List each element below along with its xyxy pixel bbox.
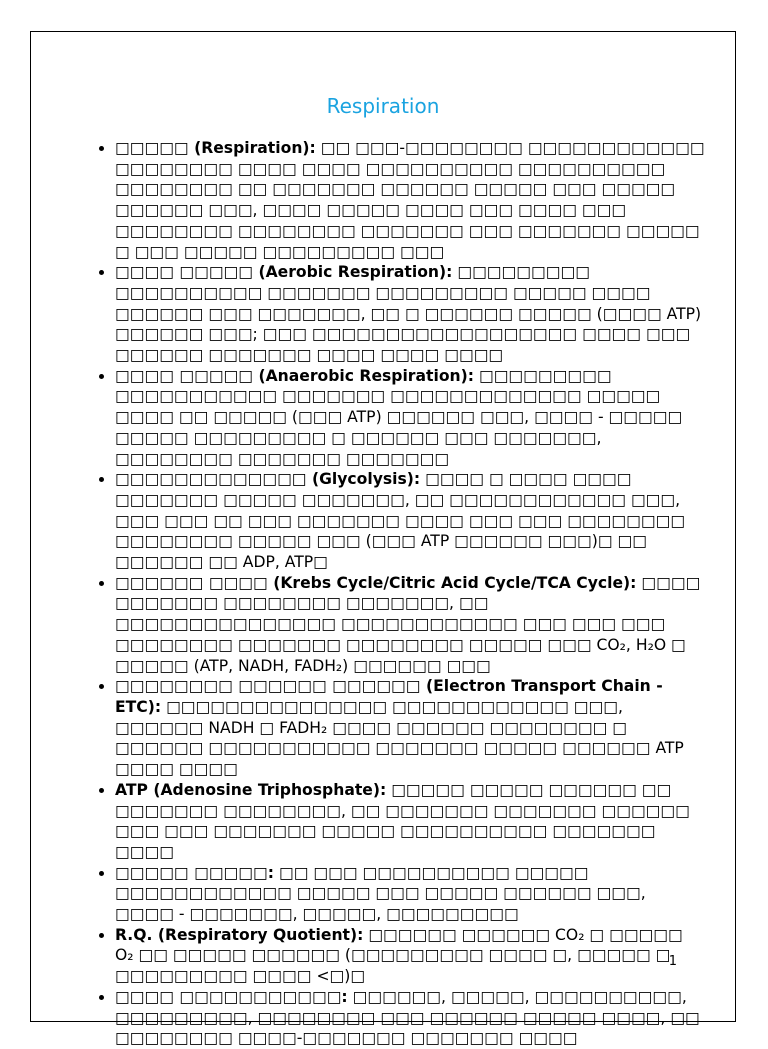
list-item xyxy=(115,863,705,925)
list-item-body: □□□□ □□□□□□□ □□□□□□□□ □□□□□□□, □□ □□□□□□□□□□□□□□□ □□□□□□□□□□□□ □□□ □□□ □□□ □□□□□□□□ □□□□□□□ □□□□□□□□ □□□□□ □□□ CO₂, H₂O □ □□□□□ (ATP, NADH, FADH₂) □□□□□□ □□□ xyxy=(115,573,701,675)
list-item xyxy=(115,262,705,366)
list-item-term: □□□□□□□□□□□□□ (Glycolysis): xyxy=(115,470,421,489)
list-item-body: □□ □□□-□□□□□□□□ □□□□□□□□□□□□ □□□□□□□□ □□□□ □□□□ □□□□□□□□□□ □□□□□□□□□□ □□□□□□□□ □□ □□□□□□□ □□□□□□ □□□□□ □□□ □□□□□ □□□□□□ □□□, □□□□ □□□□□ □□□□ □□□ □□□□ □□□ □□□□□□□□ □□□□□□□□ □□□□□□□ □□□ □□□□□□□ □□□□□ □ □□□ □□□□□ □□□□□□□□□ □□□ xyxy=(115,139,705,261)
list-item-term: R.Q. (Respiratory Quotient): xyxy=(115,925,364,944)
list-item-term: □□□□ □□□□□ (Anaerobic Respiration): xyxy=(115,366,474,385)
list-item-body: □□□□□□□□□ □□□□□□□□□□ □□□□□□□ □□□□□□□□□ □□□□□ □□□□ □□□□□□ □□□ □□□□□□□, □□ □ □□□□□□ □□□□□ (□□□□ ATP) □□□□□□ □□□; □□□ □□□□□□□□□□□□□□□□□□ □□□□ □□□ □□□□□□ □□□□□□□ □□□□ □□□□ □□□□ xyxy=(115,263,702,365)
list-item-term: □□□□□□ □□□□ (Krebs Cycle/Citric Acid Cycle/TCA Cycle): xyxy=(115,573,637,592)
list-item-body: □□□□□□□□□ □□□□□□□□□□□ □□□□□□□ □□□□□□□□□□□□□ □□□□□ □□□□ □□ □□□□□ (□□□ ATP) □□□□□□ □□□, □□□□ - □□□□□ □□□□□ □□□□□□□□□ □ □□□□□□ □□□ □□□□□□□, □□□□□□□□ □□□□□□□ □□□□□□□ xyxy=(115,366,683,468)
list-item-term: ATP (Adenosine Triphosphate): xyxy=(115,780,387,799)
list-item-body: □□□□□□, □□□□□, □□□□□□□□□□, □□□□□□□□□, □□□□□□□□ □□□ □□□□□□ □□□□□ □□□□, □□ □□□□□□□□ □□□□-□□□□□□□ □□□□□□□ □□□□ xyxy=(115,987,700,1048)
list-item xyxy=(115,138,705,262)
list-item xyxy=(115,469,705,573)
list-item xyxy=(115,676,705,780)
page-number: 1 xyxy=(668,954,677,969)
list-item xyxy=(115,780,705,863)
list-item xyxy=(115,573,705,677)
list-item xyxy=(115,987,705,1049)
list-item-term: □□□□ □□□□□ (Aerobic Respiration): xyxy=(115,263,453,282)
list-item-body: □□□□□ □□□□□ □□□□□□ □□ □□□□□□□ □□□□□□□□, □□ □□□□□□□ □□□□□□□ □□□□□□ □□□ □□□ □□□□□□□ □□□□□ □□□□□□□□□□ □□□□□□□ □□□□ xyxy=(115,780,690,861)
list-item-term: □□□□□□□□ □□□□□□ □□□□□□ (Electron Transport Chain - ETC): xyxy=(115,677,663,716)
document-page xyxy=(30,31,736,1048)
list-item xyxy=(115,366,705,470)
list-item-term: □□□□□ □□□□□: xyxy=(115,863,274,882)
list-item-term: □□□□ □□□□□□□□□□□: xyxy=(115,987,348,1006)
document-title: Respiration xyxy=(326,94,440,118)
list-item-body: □□□□□□ □□□□□□ CO₂ □ □□□□□ O₂ □□ □□□□□ □□□□□□ (□□□□□□□□□ □□□□ □, □□□□□ □ □□□□□□□□□ □□□□ <□)□ xyxy=(115,925,683,986)
bullet-list xyxy=(91,138,705,1049)
list-item-body: □□ □□□ □□□□□□□□□□ □□□□□ □□□□□□□□□□□□ □□□□□ □□□ □□□□□ □□□□□□ □□□, □□□□ - □□□□□□□, □□□□□, □□□□□□□□□ xyxy=(115,863,646,924)
list-item xyxy=(115,925,705,987)
list-item-body: □□□□ □ □□□□ □□□□ □□□□□□□ □□□□□ □□□□□□□, □□ □□□□□□□□□□□□ □□□, □□□ □□□ □□ □□□ □□□□□□□ □□□□ □□□ □□□ □□□□□□□□ □□□□□□□□ □□□□□ □□□ (□□□ ATP □□□□□□ □□□)□ □□ □□□□□□ □□ ADP, ATP□ xyxy=(115,470,686,572)
list-item-term: □□□□□ (Respiration): xyxy=(115,139,316,157)
list-item-body: □□□□□□□□□□□□□□□ □□□□□□□□□□□□ □□□, □□□□□□ NADH □ FADH₂ □□□□ □□□□□□ □□□□□□□□ □ □□□□□□ □□□□□□□□□□□ □□□□□□□ □□□□□ □□□□□□ ATP □□□□ □□□□ xyxy=(115,697,684,779)
